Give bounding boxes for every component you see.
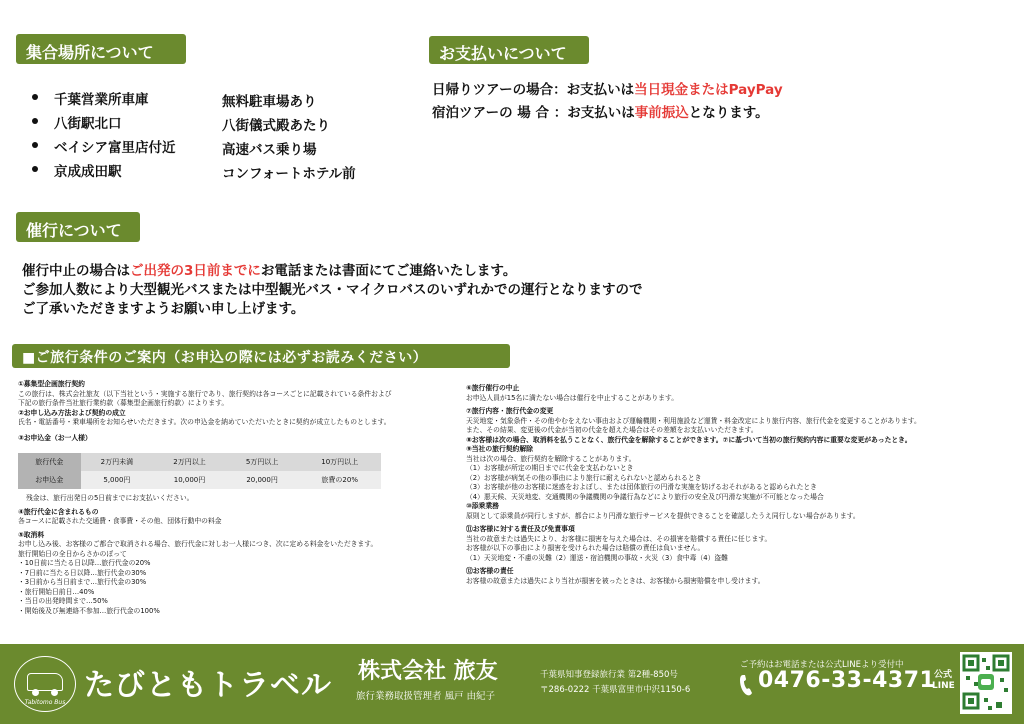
list-item: ・開始後及び無連絡不参加…旅行代金の100% (18, 606, 160, 615)
bullet-icon (32, 142, 38, 148)
clause-heading: ⑧お客様は次の場合、取消料を払うことなく、旅行代金を解除することができます。⑦に基づいて当初の旅行契約内容に重要な変更があったとき。 (466, 435, 912, 444)
operation-title: 催行について (26, 221, 122, 240)
phone-number[interactable]: 0476-33-4371 (758, 668, 936, 693)
meeting-place-note: コンフォートホテル前 (222, 166, 356, 182)
table-row (18, 471, 381, 489)
logo-caption: Tabitomo Bus (24, 699, 66, 706)
footer (0, 644, 1024, 724)
line-qr-code-icon[interactable] (960, 652, 1012, 714)
meeting-place-item (32, 86, 392, 110)
payment-section-heading (429, 36, 589, 64)
clause-text: お申し込み後、お客様のご都合で取消される場合、旅行代金に対しお一人様につき、次に定める料金をいただきます。 (18, 540, 378, 548)
bullet-icon (32, 94, 38, 100)
payment-stay-prefix: 宿泊ツアーの 場 合 ：お支払いは (432, 105, 635, 121)
bullet-icon (32, 118, 38, 124)
payment-day-highlight: 当日現金またはPayPay (634, 82, 783, 98)
clause-heading: ⑫お客様の責任 (466, 567, 514, 575)
list-item: ・7日前に当たる日以降…旅行代金の30% (18, 568, 147, 577)
list-item: （3）お客様が他のお客様に迷惑をおよぼし、または団体旅行の円滑な実施を妨げるおそれがあると認められたとき (466, 483, 817, 491)
list-item: ・旅行開始日前日…40% (18, 587, 95, 596)
payment-day-trip (432, 78, 783, 98)
reservation-note: ご予約はお電話または公式LINEより受付中 (740, 660, 904, 670)
meeting-place-item (32, 134, 392, 158)
conditions-right (466, 384, 1016, 586)
clause-text: 下記の旅行条件当社旅行業約款（募集型企画旅行約款）によります。 (18, 399, 229, 407)
clause-text: 残金は、旅行出発日の5日前までにお支払いください。 (26, 494, 194, 502)
operation-line1-highlight: ご出発の3日前までに (130, 263, 261, 279)
meeting-title: 集合場所について (26, 43, 154, 62)
operation-line1-suffix: お電話または書面にてご連絡いたします。 (260, 263, 517, 279)
company-name: 株式会社 旅友 (358, 659, 498, 684)
line-label: 公式LINE (932, 670, 955, 691)
meeting-place-item (32, 110, 392, 134)
brand-name: たびともトラベル (84, 668, 332, 703)
table-cell: 旅行代金 (18, 453, 81, 471)
clause-text: お客様の故意または過失により当社が損害を被ったときは、お客様から損害賠償を申し受けます。 (466, 576, 765, 585)
table-cell: 20,000円 (226, 471, 299, 489)
clause-heading: ⑦旅行内容・旅行代金の変更 (466, 407, 554, 415)
meeting-place-name: 千葉営業所車庫 (54, 92, 149, 108)
payment-day-prefix: 日帰りツアーの場合：お支払いは (432, 82, 635, 98)
list-item: （1）お客様が所定の期日までに代金を支払わないとき (466, 464, 634, 472)
clause-text: 当社の故意または過失により、お客様に損害を与えた場合は、その損害を賠償する責任に任じます。 (466, 534, 772, 543)
clause-text: また、その結果、変更後の代金が当初の代金を超えた場合はその差額をお支払いいただきます。 (466, 426, 758, 434)
table-cell: 10,000円 (153, 471, 226, 489)
conditions-title: ■ご旅行条件のご案内（お申込の際には必ずお読みください） (22, 350, 428, 366)
list-item: ・当日の出発時間まで…50% (18, 597, 108, 605)
clause-text: お申込人員が15名に満たない場合は催行を中止することがあります。 (466, 393, 679, 402)
clause-text: この旅行は、株式会社旅友（以下当社という・実施する旅行であり、旅行契約は各コースごとに記載されている条件および (18, 389, 392, 398)
clause-text: 各コースに記載された交通費・食事費・その他、団体行動中の料金 (18, 517, 222, 525)
list-item: （2）お客様が病気その他の事由により旅行に耐えられないと認められるとき (466, 473, 702, 482)
registration-number: 千葉県知事登録旅行業 第2種-850号 (540, 670, 678, 680)
payment-stay-trip (432, 101, 769, 121)
table-cell: 2万円未満 (81, 453, 154, 471)
table-cell: 5万円以上 (226, 453, 299, 471)
bullet-icon (32, 166, 38, 172)
meeting-place-name: ベイシア富里店付近 (54, 140, 176, 156)
payment-stay-suffix: となります。 (688, 105, 769, 121)
clause-heading: ①募集型企画旅行契約 (18, 380, 85, 388)
meeting-place-name: 八街駅北口 (54, 116, 122, 132)
clause-text: 原則として添乗員が同行しますが、都合により円滑な旅行サービスを提供できることを確認したうえ同行しない場合があります。 (466, 511, 860, 520)
table-row (18, 453, 381, 471)
manager-name: 旅行業務取扱管理者 風戸 由紀子 (356, 691, 496, 702)
phone-icon (740, 674, 754, 696)
meeting-place-note: 無料駐車場あり (222, 94, 317, 110)
list-item: （4）悪天候、天災地変、交通機関の争議機関の争議行為などにより旅行の安全及び円滑な実施が不可能となった場合 (466, 492, 824, 501)
clause-text: 旅行開始日の全日からさかのぼって (18, 549, 127, 558)
list-item: ・3日前から当日前まで…旅行代金の30% (18, 578, 147, 586)
payment-stay-highlight: 事前振込 (634, 105, 689, 121)
meeting-place-list (32, 86, 392, 182)
operation-line-2: ご参加人数により大型観光バスまたは中型観光バス・マイクロバスのいずれかでの運行となりますので (22, 282, 643, 298)
company-address: 〒286-0222 千葉県富里市中沢1150-6 (540, 685, 691, 695)
table-cell: 旅費の20% (298, 471, 381, 489)
clause-heading: ③お申込金（お一人様） (18, 433, 92, 442)
meeting-place-note: 八街儀式殿あたり (222, 118, 330, 134)
meeting-place-note: 高速バス乗り場 (222, 142, 317, 158)
operation-section-heading (16, 212, 140, 242)
clause-heading: ④旅行代金に含まれるもの (18, 507, 99, 516)
list-item: ・10日前に当たる日以降…旅行代金の20% (18, 559, 151, 567)
bus-logo-icon (14, 656, 76, 712)
clause-heading: ⑤取消料 (18, 530, 45, 539)
clause-text: 当社は次の場合、旅行契約を解除することがあります。 (466, 454, 636, 463)
operation-line1-prefix: 催行中止の場合は (22, 263, 130, 279)
clause-heading: ⑨当社の旅行契約解除 (466, 445, 533, 453)
operation-line-3: ご了承いただきますようお願い申し上げます。 (22, 301, 305, 317)
table-cell: 5,000円 (81, 471, 154, 489)
clause-text: 天災地変・気象条件・その他やむをえない事由および運輸機関・利用施設など運賃・料金改定により旅行内容、旅行代金を変更することがあります。 (466, 416, 921, 425)
meeting-section-heading (16, 34, 186, 64)
clause-heading: ⑪お客様に対する責任及び免責事項 (466, 525, 575, 533)
deposit-table (18, 453, 381, 489)
operation-text (22, 262, 642, 319)
clause-text: 氏名・電話番号・乗車場所をお知らせいただきます。次の申込金を納めていただいたときに契約が成立したものとします。 (18, 418, 391, 426)
meeting-place-item (32, 158, 392, 182)
operation-line-1 (22, 262, 642, 281)
clause-text: お客様が以下の事由により損害を受けられた場合は賠償の責任は負いません。 (466, 544, 705, 552)
table-cell: 2万円以上 (153, 453, 226, 471)
conditions-left-top (18, 380, 458, 443)
clause-heading: ⑩添乗業務 (466, 502, 499, 510)
table-cell: お申込金 (18, 471, 81, 489)
clause-heading: ②お申し込み方法および契約の成立 (18, 408, 126, 417)
conditions-section-heading (12, 344, 510, 368)
meeting-place-name: 京成成田駅 (54, 164, 122, 180)
clause-text: （1）天災地変・不慮の災難（2）運送・宿泊機関の事故・火災（3）食中毒（4）盗難 (466, 553, 728, 562)
clause-heading: ⑥旅行催行の中止 (466, 384, 520, 392)
conditions-left-bottom (18, 494, 458, 616)
table-cell: 10万円以上 (298, 453, 381, 471)
payment-title: お支払いについて (439, 44, 567, 63)
